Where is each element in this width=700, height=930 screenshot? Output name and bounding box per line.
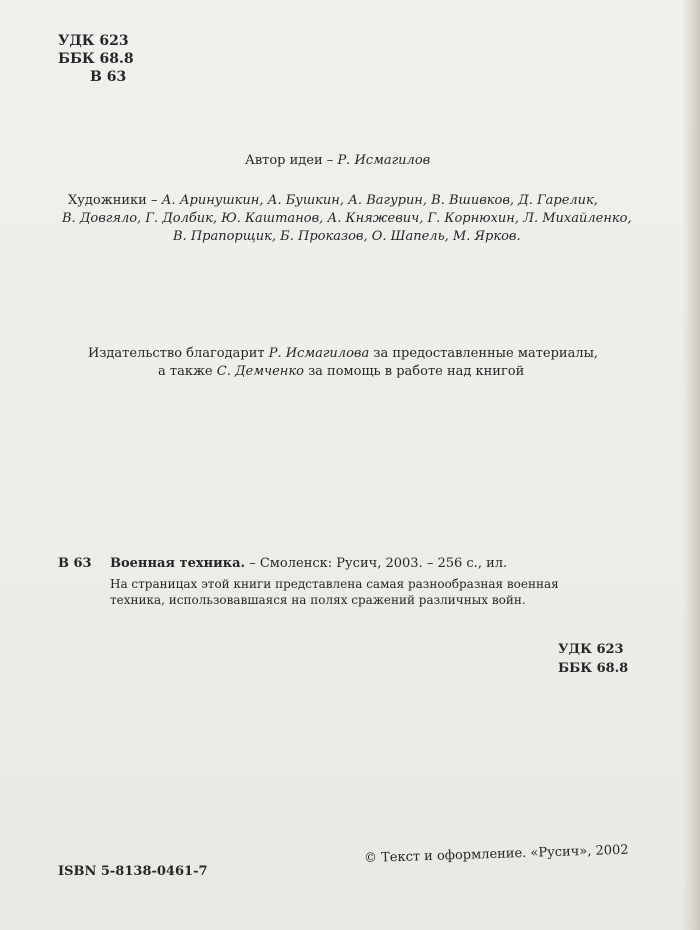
catalog-title: Военная техника. [110, 556, 246, 571]
idea-author-name: Р. Исмагилов [337, 153, 431, 168]
artists-line-3: В. Прапорщик, Б. Проказов, О. Шапель, М. Ярков. [173, 229, 521, 244]
thanks-text-3: а также [158, 364, 217, 379]
copyright: © Текст и оформление. «Русич», 2002 [363, 842, 629, 866]
thanks-line-2 [158, 363, 524, 381]
idea-author-line [245, 152, 430, 170]
thanks-name-1: Р. Исмагилова [268, 346, 370, 361]
artists-label: Художники – [68, 193, 162, 208]
annotation-line-1: На страницах этой книги представлена самая разнообразная военная [110, 577, 559, 591]
udk-code-top: УДК 623 [58, 33, 129, 49]
artists-names-1: А. Аринушкин, А. Бушкин, А. Вагурин, В. Вшивков, Д. Гарелик, [161, 193, 598, 208]
thanks-text-1: Издательство благодарит [88, 346, 269, 361]
thanks-text-4: за помощь в работе над книгой [303, 364, 525, 379]
bbk-code-catalog: ББК 68.8 [558, 661, 629, 676]
annotation-line-2: техника, использовавшаяся на полях сражений различных войн. [110, 593, 526, 607]
udk-code-catalog: УДК 623 [558, 642, 624, 657]
thanks-name-2: С. Демченко [216, 364, 304, 379]
thanks-text-2: за предоставленные материалы, [369, 346, 599, 361]
thanks-line-1 [88, 345, 598, 363]
page-edge-shadow [682, 0, 700, 930]
author-mark-top: В 63 [90, 69, 127, 85]
catalog-author-mark: В 63 [58, 556, 92, 571]
catalog-imprint: – Смоленск: Русич, 2003. – 256 с., ил. [245, 556, 508, 571]
artists-line-1 [68, 192, 598, 210]
catalog-title-line [110, 555, 507, 573]
isbn: ISBN 5-8138-0461-7 [58, 864, 208, 879]
bbk-code-top: ББК 68.8 [58, 51, 134, 67]
artists-line-2: В. Довгяло, Г. Долбик, Ю. Каштанов, А. Княжевич, Г. Корнюхин, Л. Михайленко, [62, 211, 632, 226]
idea-author-label: Автор идеи – [245, 153, 338, 168]
